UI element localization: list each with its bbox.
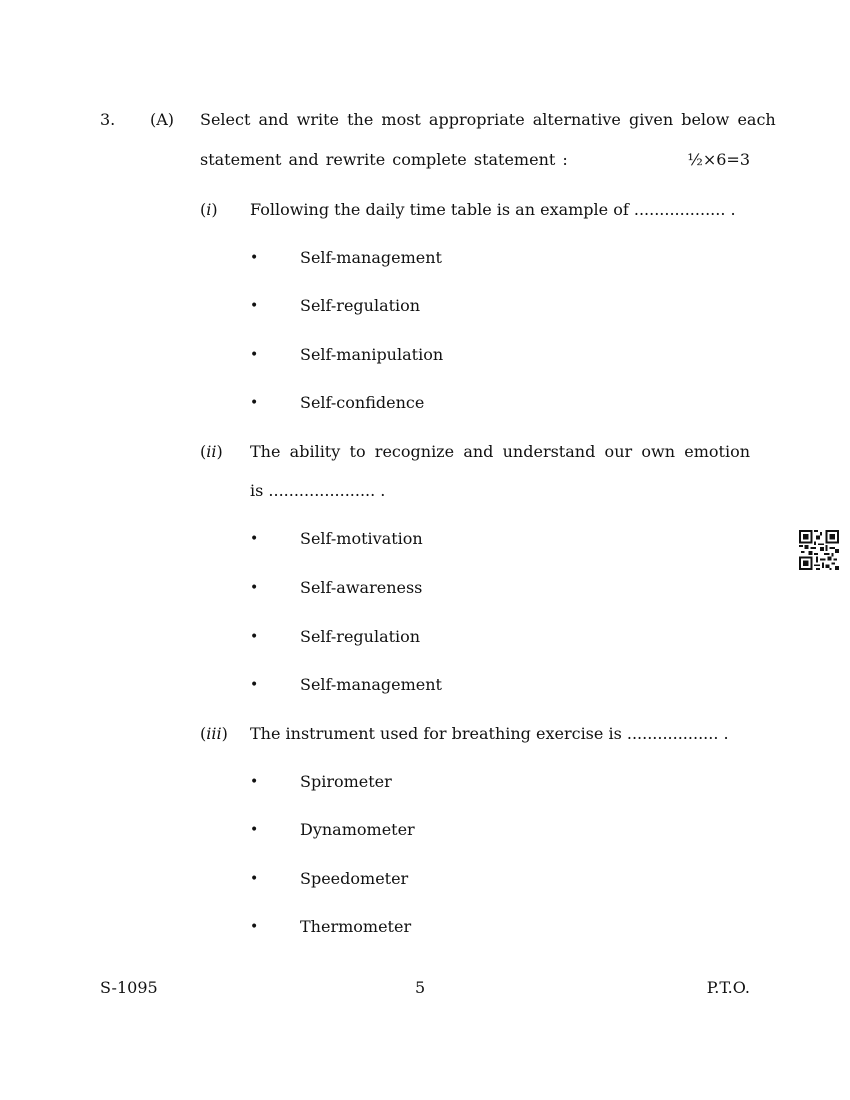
bullet-icon: •: [250, 822, 259, 838]
bullet-icon: •: [250, 629, 259, 645]
option: Self-awareness: [300, 578, 423, 597]
option: Self-motivation: [300, 529, 423, 548]
pto-label: P.T.O.: [706, 978, 750, 997]
bullet-icon: •: [250, 298, 259, 314]
item-number: (iii): [200, 724, 228, 743]
bullet-icon: •: [250, 580, 259, 596]
question-section: (A): [150, 110, 175, 129]
option: Self-management: [300, 675, 442, 694]
option: Spirometer: [300, 772, 392, 791]
bullet-icon: •: [250, 347, 259, 363]
bullet-icon: •: [250, 871, 259, 887]
question-stem-line2: statement and rewrite complete statement :: [200, 150, 568, 169]
item-text-line1: The ability to recognize and understand our own emotion: [250, 442, 750, 461]
item-text-line2: is ..................... .: [250, 481, 386, 500]
bullet-icon: •: [250, 677, 259, 693]
item-text: The instrument used for breathing exercise is .................. .: [250, 724, 729, 743]
option: Dynamometer: [300, 820, 415, 839]
bullet-icon: •: [250, 531, 259, 547]
option: Self-regulation: [300, 627, 421, 646]
question-stem-line1: Select and write the most appropriate alternative given below each: [200, 110, 776, 129]
item-text: Following the daily time table is an example of .................. .: [250, 200, 736, 219]
bullet-icon: •: [250, 774, 259, 790]
bullet-icon: •: [250, 919, 259, 935]
option: Speedometer: [300, 869, 409, 888]
item-number: (ii): [200, 442, 223, 461]
option: Thermometer: [300, 917, 412, 936]
page-number: 5: [415, 978, 426, 997]
paper-code: S-1095: [100, 978, 158, 997]
qr-code-icon: [799, 530, 839, 570]
option: Self-management: [300, 248, 442, 267]
option: Self-confidence: [300, 393, 425, 412]
option: Self-manipulation: [300, 345, 444, 364]
question-number: 3.: [100, 110, 116, 129]
option: Self-regulation: [300, 296, 421, 315]
question-marks: ½×6=3: [687, 150, 750, 169]
bullet-icon: •: [250, 395, 259, 411]
item-number: (i): [200, 200, 218, 219]
bullet-icon: •: [250, 250, 259, 266]
